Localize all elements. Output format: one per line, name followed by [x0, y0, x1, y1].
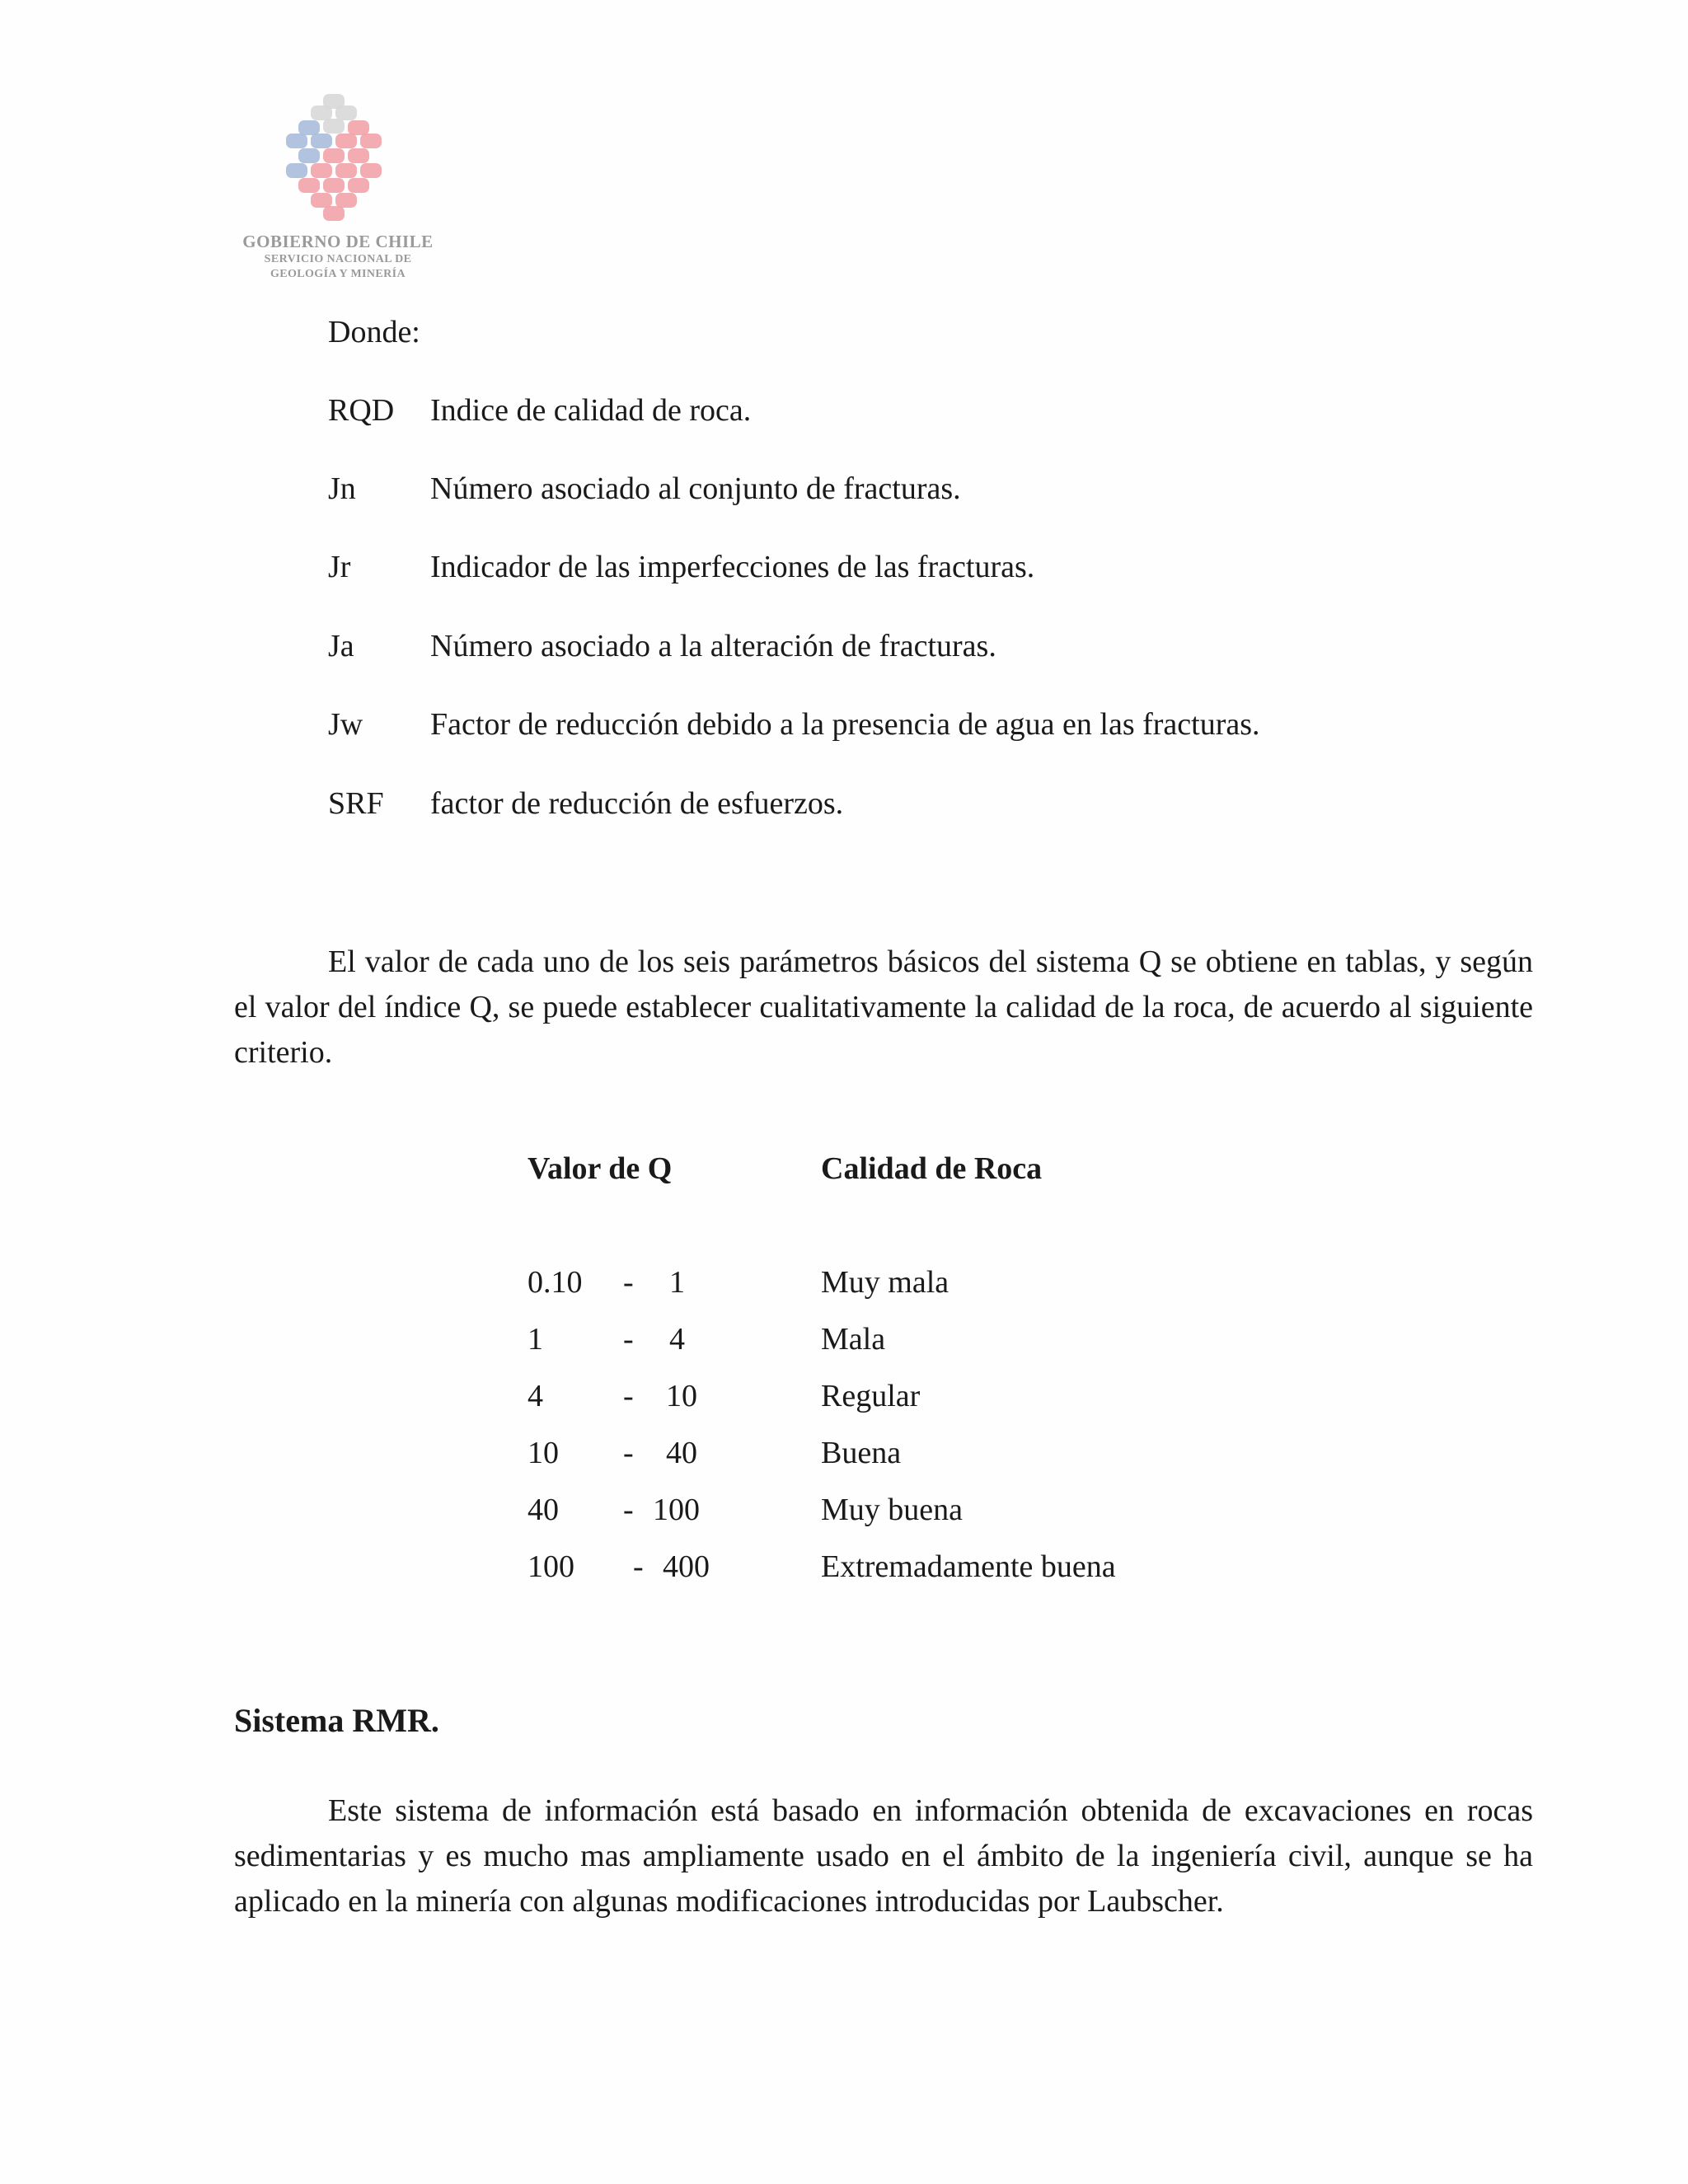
logo-line-2: SERVICIO NACIONAL DE — [264, 253, 412, 265]
logo-block — [335, 105, 357, 120]
definition-desc: factor de reducción de esfuerzos. — [430, 786, 844, 821]
rock-quality: Regular — [821, 1379, 921, 1413]
paragraph-text: El valor de cada uno de los seis parámetros básicos del sistema Q se obtiene en tablas, y según el valor del índice Q, se puede establecer cualitativamente la calidad de la roca, de acuerdo al siguiente criterio. — [234, 944, 1533, 1070]
logo-block — [348, 148, 369, 163]
logo-block — [360, 134, 382, 148]
definition-desc: Indice de calidad de roca. — [430, 393, 752, 428]
q-range-low: 4 — [528, 1379, 543, 1413]
table-row — [528, 1544, 1269, 1601]
definition-desc: Indicador de las imperfecciones de las fracturas. — [430, 550, 1035, 584]
logo-block — [311, 193, 332, 208]
paragraph-q-system — [234, 940, 1533, 1076]
table-row — [528, 1487, 1269, 1544]
logo-block — [323, 148, 345, 163]
table-row — [528, 1316, 1269, 1373]
paragraph-rmr-system — [234, 1788, 1533, 1924]
table-row — [528, 1373, 1269, 1430]
logo-block — [348, 178, 369, 193]
q-range-dash: - — [623, 1436, 634, 1470]
logo-block — [298, 148, 320, 163]
q-range-high: 4 — [669, 1322, 685, 1357]
q-range-dash: - — [633, 1549, 644, 1584]
q-range-high: 40 — [666, 1436, 697, 1470]
q-range-dash: - — [623, 1322, 634, 1357]
definition-abbr: Jw — [328, 707, 363, 742]
donde-label: Donde: — [328, 315, 420, 349]
definition-desc: Factor de reducción debido a la presencia de agua en las fracturas. — [430, 707, 1260, 742]
logo-line-1: GOBIERNO DE CHILE — [242, 232, 434, 251]
rock-quality: Mala — [821, 1322, 886, 1357]
definition-abbr: Ja — [328, 629, 354, 663]
definition-abbr: Jn — [328, 471, 356, 506]
q-range-low: 1 — [528, 1322, 543, 1357]
table-header-q-value: Valor de Q — [528, 1151, 673, 1186]
q-range-high: 100 — [653, 1493, 700, 1527]
table-row — [528, 1259, 1269, 1316]
section-heading-rmr: Sistema RMR. — [234, 1702, 439, 1739]
q-range-dash: - — [623, 1379, 634, 1413]
q-range-dash: - — [623, 1265, 634, 1300]
logo-block — [311, 105, 332, 120]
logo-block — [298, 120, 320, 135]
rock-quality: Muy buena — [821, 1493, 964, 1527]
definition-abbr: RQD — [328, 393, 395, 428]
definition-abbr: SRF — [328, 786, 384, 821]
logo-block — [311, 163, 332, 178]
paragraph-text: Este sistema de información está basado en información obtenida de excavaciones en rocas sedimentarias y es mucho mas ampliamente usado en el ámbito de la ingeniería civil, aunque se ha aplicado en la minería con algunas modificaciones introducidas por Laubscher. — [234, 1793, 1533, 1919]
q-range-high: 400 — [663, 1549, 710, 1584]
q-range-low: 0.10 — [528, 1265, 583, 1300]
table-row — [528, 1430, 1269, 1487]
gobierno-de-chile-logo — [231, 87, 445, 284]
logo-block — [323, 178, 345, 193]
q-range-low: 40 — [528, 1493, 559, 1527]
q-range-dash: - — [623, 1493, 634, 1527]
logo-block — [286, 163, 307, 178]
q-range-high: 1 — [669, 1265, 685, 1300]
logo-emblem-icon — [264, 87, 404, 227]
rock-quality: Muy mala — [821, 1265, 950, 1300]
table-header-rock-quality: Calidad de Roca — [821, 1151, 1043, 1186]
q-range-low: 100 — [528, 1549, 574, 1584]
q-range-low: 10 — [528, 1436, 559, 1470]
logo-block — [298, 178, 320, 193]
logo-block — [311, 134, 332, 148]
logo-block — [323, 206, 345, 221]
logo-line-3: GEOLOGÍA Y MINERÍA — [270, 268, 406, 280]
definition-desc: Número asociado al conjunto de fracturas. — [430, 471, 961, 506]
logo-block — [286, 134, 307, 148]
rock-quality: Extremadamente buena — [821, 1549, 1116, 1584]
rock-quality: Buena — [821, 1436, 902, 1470]
logo-block — [348, 120, 369, 135]
logo-block — [335, 193, 357, 208]
logo-block — [335, 134, 357, 148]
logo-block — [360, 163, 382, 178]
logo-block — [323, 119, 345, 134]
q-range-high: 10 — [666, 1379, 697, 1413]
definition-desc: Número asociado a la alteración de fracturas. — [430, 629, 996, 663]
definition-abbr: Jr — [328, 550, 351, 584]
logo-block — [335, 163, 357, 178]
